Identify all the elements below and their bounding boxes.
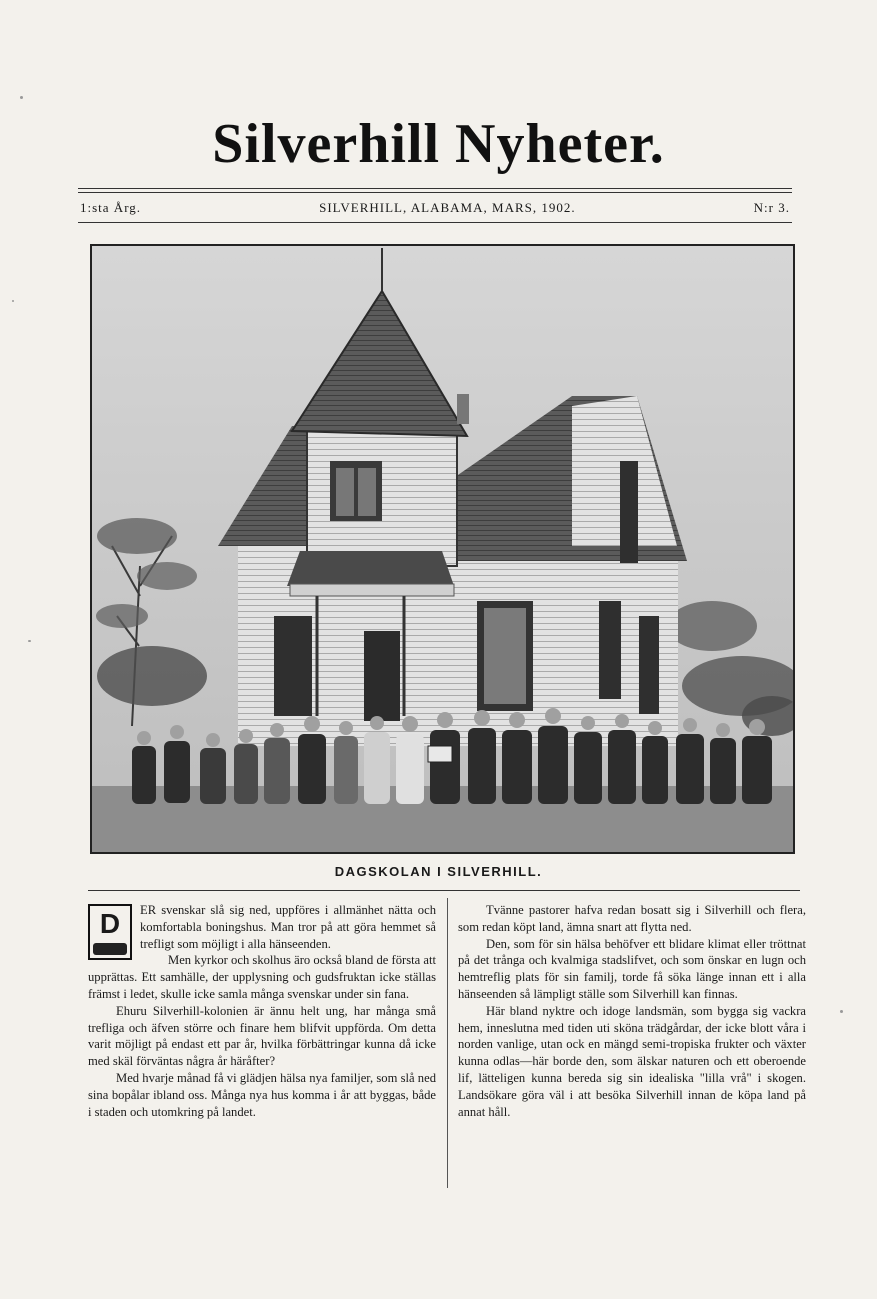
paper-speck [12, 300, 14, 302]
article-column-right [458, 902, 806, 1120]
paragraph: Den, som för sin hälsa behöfver ett blidare klimat eller tröttnat på det trånga och kvalmiga stadslifvet, och som önskar en lugn och hemtreflig plats för sin familj, torde få söka länge innan ett i alla hänseenden så lämpligt ställe som Silverhill kan finnas. [458, 936, 806, 1001]
photo-caption: DAGSKOLAN I SILVERHILL. [334, 864, 543, 879]
paragraph: Tvänne pastorer hafva redan bosatt sig i Silverhill och flera, som redan köpt land, ämna snart att flytta ned. [458, 903, 806, 934]
dropcap-letter: D [99, 908, 121, 939]
paper-speck [28, 640, 31, 642]
paragraph: ER svenskar slå sig ned, uppföres i allmänhet nätta och komfortabla boningshus. Man tror på att göra hemmet så trefligt som möjligt i alla hänseenden. [140, 903, 436, 951]
paragraph: Här bland nyktre och idoge landsmän, som bygga sig vackra hem, inneslutna med tiden uti sköna trädgårdar, der icke blott våra i norden vanlige, utan ock en mängd semi-tropiska frukter och växter kunna odlas—här borde den, som älskar naturen och ett oberoende lif, lätteligen kunna bereda sig sin idealiska "lilla vrå" i skogen. Landsökare göra väl i att besöka Silverhill innan de köpa land på annat håll. [458, 1003, 806, 1119]
dropcap-flourish [93, 943, 127, 955]
dateline-rule-top [78, 188, 792, 189]
dateline-rule-top-inner [78, 192, 792, 193]
paper-speck [20, 96, 23, 99]
masthead-title: Silverhill Nyheter. [212, 113, 665, 175]
caption-rule [88, 890, 800, 891]
column-divider [447, 898, 448, 1188]
dropcap-ornament [88, 904, 132, 960]
volume-label: 1:sta Årg. [80, 200, 142, 215]
dateline [80, 200, 790, 216]
place-date: SILVERHILL, ALABAMA, MARS, 1902. [319, 200, 576, 215]
schoolhouse-photo [90, 244, 795, 854]
issue-number: N:r 3. [753, 200, 790, 215]
paper-speck [840, 1010, 843, 1013]
paragraph: Ehuru Silverhill-kolonien är ännu helt ung, har många små trefliga och äfven större och finare hem blifvit uppförda. Om detta varit möjligt på endast ett par år, hvilka förbättringar kunna då icke med skäl förväntas några år häråfter? [88, 1003, 436, 1069]
paragraph: Men kyrkor och skolhus äro också bland de första att upprättas. Ett samhälle, der upplysning och gudsfruktan icke ställas främst i ledet, skulle icke samla många svenskar under sin fana. [88, 953, 436, 1001]
dateline-rule-bottom [78, 222, 792, 223]
schoolhouse-illustration [92, 246, 793, 852]
article-column-left [88, 902, 436, 1120]
paragraph: Med hvarje månad få vi glädjen hälsa nya familjer, som slå ned sina bopålar ibland oss. Många nya hus komma i år att byggas, både i staden och utomkring på landet. [88, 1070, 436, 1119]
